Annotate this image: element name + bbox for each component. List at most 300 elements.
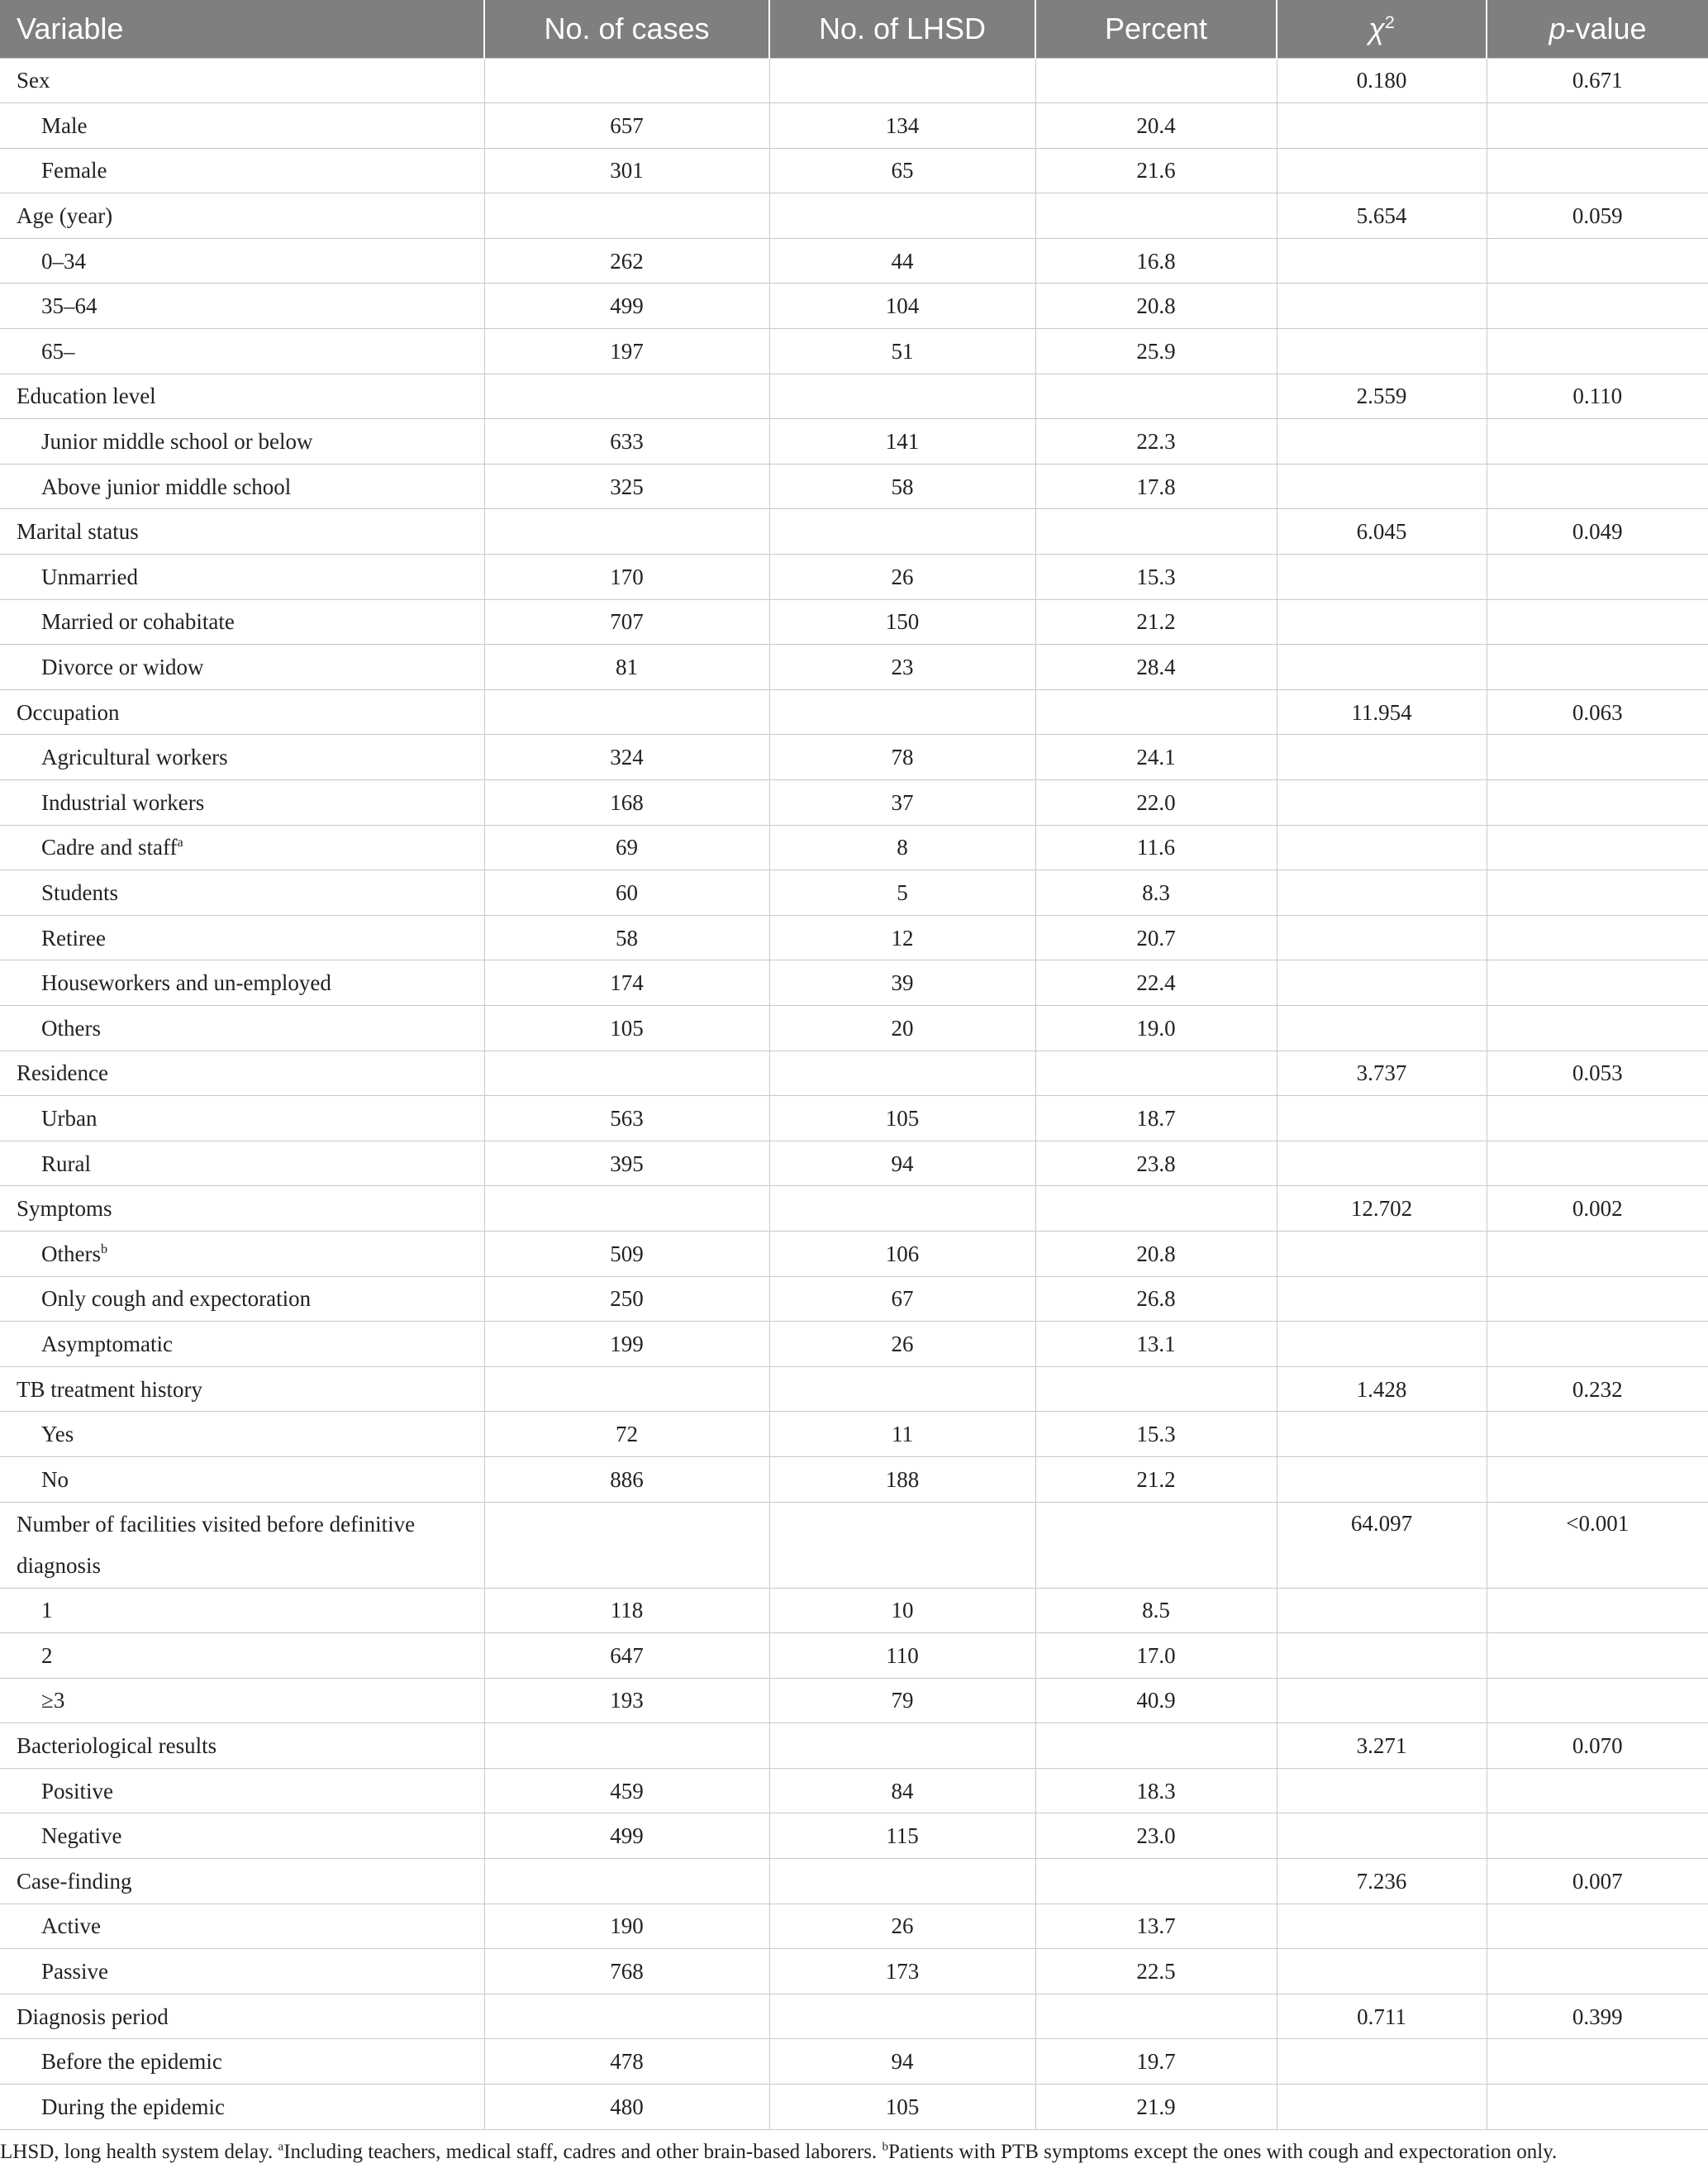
variable-label: Others	[41, 1015, 101, 1041]
cell-percent: 21.9	[1035, 2085, 1277, 2130]
variable-label: Yes	[41, 1422, 74, 1447]
cell-percent: 8.5	[1035, 1588, 1277, 1633]
cell-chi-square	[1277, 1678, 1487, 1723]
cell-cases: 509	[484, 1231, 769, 1276]
table-group-row	[0, 689, 1708, 735]
cell-percent: 15.3	[1035, 555, 1277, 600]
variable-label: 0–34	[41, 248, 86, 274]
table-row	[0, 1633, 1708, 1679]
variable-label: Passive	[41, 1959, 108, 1985]
cell-variable	[0, 1633, 484, 1679]
cell-chi-square	[1277, 1949, 1487, 1994]
table-group-row	[0, 1502, 1708, 1588]
cell-variable	[0, 284, 484, 329]
cell-p-value	[1487, 2039, 1708, 2085]
cell-p-value	[1487, 735, 1708, 780]
variable-label: Rural	[41, 1151, 91, 1176]
table-row	[0, 1141, 1708, 1186]
table-row	[0, 960, 1708, 1006]
cell-cases: 262	[484, 238, 769, 284]
header-row	[0, 0, 1708, 58]
cell-p-value	[1487, 555, 1708, 600]
cell-lhsd: 84	[769, 1768, 1035, 1813]
cell-cases: 301	[484, 148, 769, 193]
cell-p-value	[1487, 1096, 1708, 1141]
variable-label: Symptoms	[17, 1196, 112, 1222]
footnote-marker-b: b	[882, 2140, 888, 2154]
cell-percent	[1035, 1502, 1277, 1588]
cell-cases: 168	[484, 780, 769, 826]
variable-label: Others	[41, 1241, 101, 1266]
cell-cases: 480	[484, 2085, 769, 2130]
cell-percent: 22.0	[1035, 780, 1277, 826]
cell-chi-square	[1277, 1096, 1487, 1141]
variable-label: Industrial workers	[41, 789, 205, 815]
table-row	[0, 1588, 1708, 1633]
footnote-abbreviation: LHSD, long health system delay.	[0, 2141, 278, 2163]
cell-variable	[0, 1949, 484, 1994]
cell-percent: 23.0	[1035, 1813, 1277, 1859]
chi-symbol: χ	[1368, 11, 1385, 45]
table-row	[0, 1412, 1708, 1457]
cell-variable	[0, 1231, 484, 1276]
cell-percent: 22.5	[1035, 1949, 1277, 1994]
cell-p-value	[1487, 1141, 1708, 1186]
cell-p-value	[1487, 645, 1708, 690]
cell-lhsd: 20	[769, 1005, 1035, 1051]
cell-chi-square	[1277, 645, 1487, 690]
cell-chi-square	[1277, 1276, 1487, 1322]
cell-cases	[484, 509, 769, 555]
variable-label: During the epidemic	[41, 2094, 225, 2119]
cell-variable	[0, 509, 484, 555]
cell-lhsd: 110	[769, 1633, 1035, 1679]
cell-chi-square	[1277, 464, 1487, 509]
cell-lhsd	[769, 1723, 1035, 1769]
cell-p-value	[1487, 915, 1708, 960]
cell-cases: 325	[484, 464, 769, 509]
cell-variable	[0, 825, 484, 870]
table-row	[0, 1949, 1708, 1994]
cell-chi-square	[1277, 148, 1487, 193]
table-group-row	[0, 1051, 1708, 1096]
cell-percent	[1035, 1186, 1277, 1232]
cell-chi-square: 1.428	[1277, 1366, 1487, 1412]
variable-label: Divorce or widow	[41, 655, 204, 680]
cell-lhsd: 104	[769, 284, 1035, 329]
cell-cases	[484, 1051, 769, 1096]
cell-p-value	[1487, 1813, 1708, 1859]
cell-variable	[0, 58, 484, 103]
cell-chi-square: 2.559	[1277, 374, 1487, 419]
cell-lhsd: 105	[769, 2085, 1035, 2130]
variable-label: Positive	[41, 1778, 114, 1803]
cell-chi-square	[1277, 1322, 1487, 1367]
cell-lhsd: 11	[769, 1412, 1035, 1457]
cell-chi-square	[1277, 1456, 1487, 1502]
cell-p-value	[1487, 238, 1708, 284]
cell-variable	[0, 1456, 484, 1502]
cell-lhsd: 23	[769, 645, 1035, 690]
cell-variable	[0, 1366, 484, 1412]
cell-percent	[1035, 509, 1277, 555]
cell-variable	[0, 1994, 484, 2039]
cell-cases: 81	[484, 645, 769, 690]
cell-chi-square: 3.737	[1277, 1051, 1487, 1096]
table-row	[0, 780, 1708, 826]
cell-variable	[0, 1588, 484, 1633]
cell-percent: 11.6	[1035, 825, 1277, 870]
cell-lhsd: 173	[769, 1949, 1035, 1994]
cell-percent	[1035, 374, 1277, 419]
cell-chi-square	[1277, 419, 1487, 465]
cell-lhsd	[769, 509, 1035, 555]
table-footnote	[0, 2141, 1708, 2164]
table-group-row	[0, 509, 1708, 555]
cell-percent: 16.8	[1035, 238, 1277, 284]
cell-cases: 58	[484, 915, 769, 960]
cell-variable	[0, 1186, 484, 1232]
variable-label: Male	[41, 112, 88, 138]
cell-percent: 17.8	[1035, 464, 1277, 509]
cell-lhsd: 134	[769, 103, 1035, 149]
cell-lhsd: 65	[769, 148, 1035, 193]
cell-cases: 395	[484, 1141, 769, 1186]
cell-chi-square	[1277, 284, 1487, 329]
cell-chi-square: 6.045	[1277, 509, 1487, 555]
cell-percent: 28.4	[1035, 645, 1277, 690]
cell-p-value: 0.007	[1487, 1859, 1708, 1904]
cell-lhsd: 106	[769, 1231, 1035, 1276]
variable-label: Retiree	[41, 925, 106, 951]
cell-cases: 72	[484, 1412, 769, 1457]
cell-cases: 657	[484, 103, 769, 149]
table-header	[0, 0, 1708, 58]
cell-p-value	[1487, 329, 1708, 374]
cell-percent: 17.0	[1035, 1633, 1277, 1679]
cell-variable	[0, 238, 484, 284]
variable-label: Sex	[17, 68, 50, 93]
cell-variable	[0, 1141, 484, 1186]
cell-lhsd: 141	[769, 419, 1035, 465]
cell-p-value: 0.063	[1487, 689, 1708, 735]
cell-lhsd: 67	[769, 1276, 1035, 1322]
cell-p-value: 0.002	[1487, 1186, 1708, 1232]
variable-label: Cadre and staff	[41, 835, 178, 860]
cell-p-value	[1487, 1005, 1708, 1051]
cell-variable	[0, 1322, 484, 1367]
cell-variable	[0, 870, 484, 916]
cell-chi-square	[1277, 1768, 1487, 1813]
cell-lhsd: 115	[769, 1813, 1035, 1859]
cell-percent	[1035, 1859, 1277, 1904]
table-row	[0, 464, 1708, 509]
cell-variable	[0, 1813, 484, 1859]
table-row	[0, 825, 1708, 870]
cell-percent: 19.0	[1035, 1005, 1277, 1051]
cell-p-value	[1487, 284, 1708, 329]
cell-p-value: 0.232	[1487, 1366, 1708, 1412]
cell-chi-square	[1277, 1588, 1487, 1633]
table-group-row	[0, 1723, 1708, 1769]
cell-cases: 170	[484, 555, 769, 600]
cell-cases	[484, 193, 769, 239]
variable-label: Married or cohabitate	[41, 609, 235, 635]
variable-label: Marital status	[17, 519, 139, 545]
table-row	[0, 238, 1708, 284]
cell-variable	[0, 1723, 484, 1769]
cell-chi-square	[1277, 1813, 1487, 1859]
cell-lhsd	[769, 193, 1035, 239]
cell-p-value	[1487, 464, 1708, 509]
cell-percent: 15.3	[1035, 1412, 1277, 1457]
variable-label: TB treatment history	[17, 1376, 202, 1402]
header-lhsd: No. of LHSD	[769, 0, 1035, 58]
cell-p-value: 0.671	[1487, 58, 1708, 103]
cell-p-value: 0.059	[1487, 193, 1708, 239]
cell-chi-square	[1277, 1904, 1487, 1949]
cell-percent: 8.3	[1035, 870, 1277, 916]
table-row	[0, 1904, 1708, 1949]
cell-chi-square	[1277, 870, 1487, 916]
table-row	[0, 284, 1708, 329]
table-group-row	[0, 1366, 1708, 1412]
cell-chi-square	[1277, 915, 1487, 960]
variable-label: Residence	[17, 1060, 108, 1086]
cell-cases: 118	[484, 1588, 769, 1633]
cell-variable	[0, 1096, 484, 1141]
cell-chi-square	[1277, 238, 1487, 284]
cell-variable	[0, 689, 484, 735]
cell-p-value	[1487, 1412, 1708, 1457]
cell-percent: 22.3	[1035, 419, 1277, 465]
chi-superscript: 2	[1384, 11, 1395, 32]
cell-variable	[0, 599, 484, 645]
cell-lhsd	[769, 374, 1035, 419]
variable-label: Bacteriological results	[17, 1733, 217, 1759]
cell-cases: 197	[484, 329, 769, 374]
variable-label: Female	[41, 158, 107, 183]
cell-p-value: 0.049	[1487, 509, 1708, 555]
cell-lhsd: 58	[769, 464, 1035, 509]
cell-percent: 18.3	[1035, 1768, 1277, 1813]
cell-variable	[0, 1502, 484, 1588]
cell-p-value	[1487, 1949, 1708, 1994]
cell-chi-square	[1277, 555, 1487, 600]
cell-chi-square	[1277, 2039, 1487, 2085]
cell-lhsd: 12	[769, 915, 1035, 960]
cell-chi-square	[1277, 1412, 1487, 1457]
cell-lhsd	[769, 1994, 1035, 2039]
cell-lhsd	[769, 1502, 1035, 1588]
header-variable: Variable	[0, 0, 484, 58]
cell-lhsd	[769, 1366, 1035, 1412]
cell-percent: 21.2	[1035, 599, 1277, 645]
variable-label: Negative	[41, 1823, 122, 1849]
cell-variable	[0, 1768, 484, 1813]
cell-variable	[0, 1859, 484, 1904]
variable-label: 1	[41, 1598, 53, 1623]
table-row	[0, 1322, 1708, 1367]
cell-percent: 26.8	[1035, 1276, 1277, 1322]
cell-percent: 18.7	[1035, 1096, 1277, 1141]
cell-lhsd: 39	[769, 960, 1035, 1006]
cell-cases: 459	[484, 1768, 769, 1813]
cell-cases: 174	[484, 960, 769, 1006]
cell-variable	[0, 555, 484, 600]
variable-label: Number of facilities visited before definitive diagnosis	[17, 1512, 416, 1578]
cell-percent	[1035, 58, 1277, 103]
variable-label: Junior middle school or below	[41, 429, 313, 455]
cell-chi-square: 0.711	[1277, 1994, 1487, 2039]
cell-lhsd: 26	[769, 1322, 1035, 1367]
cell-lhsd: 37	[769, 780, 1035, 826]
cell-variable	[0, 464, 484, 509]
cell-variable	[0, 1412, 484, 1457]
table-group-row	[0, 193, 1708, 239]
table-row	[0, 555, 1708, 600]
cell-percent: 13.7	[1035, 1904, 1277, 1949]
cell-variable	[0, 735, 484, 780]
cell-cases: 324	[484, 735, 769, 780]
cell-percent: 21.2	[1035, 1456, 1277, 1502]
table-row	[0, 1678, 1708, 1723]
table-group-row	[0, 374, 1708, 419]
cell-p-value	[1487, 599, 1708, 645]
cell-variable	[0, 1005, 484, 1051]
cell-p-value	[1487, 1904, 1708, 1949]
cell-p-value: <0.001	[1487, 1502, 1708, 1588]
variable-label: Students	[41, 879, 119, 905]
cell-lhsd: 51	[769, 329, 1035, 374]
cell-chi-square	[1277, 735, 1487, 780]
footnote-marker: b	[100, 1241, 108, 1256]
cell-variable	[0, 645, 484, 690]
cell-cases	[484, 1366, 769, 1412]
table-row	[0, 1231, 1708, 1276]
header-cases: No. of cases	[484, 0, 769, 58]
cell-chi-square: 3.271	[1277, 1723, 1487, 1769]
cell-p-value	[1487, 1633, 1708, 1679]
cell-variable	[0, 2085, 484, 2130]
cell-cases	[484, 689, 769, 735]
cell-p-value: 0.053	[1487, 1051, 1708, 1096]
cell-percent: 21.6	[1035, 148, 1277, 193]
variable-label: Before the epidemic	[41, 2049, 222, 2075]
variable-label: Unmarried	[41, 564, 138, 589]
table-row	[0, 645, 1708, 690]
table-group-row	[0, 1994, 1708, 2039]
cell-cases: 190	[484, 1904, 769, 1949]
cell-lhsd: 5	[769, 870, 1035, 916]
cell-percent: 13.1	[1035, 1322, 1277, 1367]
cell-cases: 633	[484, 419, 769, 465]
cell-percent	[1035, 1051, 1277, 1096]
cell-chi-square: 7.236	[1277, 1859, 1487, 1904]
cell-cases: 563	[484, 1096, 769, 1141]
cell-p-value	[1487, 870, 1708, 916]
cell-p-value	[1487, 419, 1708, 465]
cell-p-value	[1487, 103, 1708, 149]
cell-variable	[0, 1904, 484, 1949]
cell-lhsd: 44	[769, 238, 1035, 284]
cell-p-value	[1487, 960, 1708, 1006]
cell-cases: 499	[484, 284, 769, 329]
cell-chi-square: 64.097	[1277, 1502, 1487, 1588]
p-letter: p	[1549, 11, 1566, 45]
cell-percent	[1035, 1994, 1277, 2039]
cell-lhsd: 94	[769, 2039, 1035, 2085]
cell-percent: 40.9	[1035, 1678, 1277, 1723]
cell-percent: 22.4	[1035, 960, 1277, 1006]
cell-lhsd: 150	[769, 599, 1035, 645]
cell-chi-square: 5.654	[1277, 193, 1487, 239]
table-row	[0, 1456, 1708, 1502]
cell-variable	[0, 780, 484, 826]
cell-variable	[0, 419, 484, 465]
table-group-row	[0, 58, 1708, 103]
footnote-marker-a: a	[278, 2140, 284, 2154]
footnote-marker: a	[177, 835, 183, 851]
cell-cases: 499	[484, 1813, 769, 1859]
table-group-row	[0, 1859, 1708, 1904]
variable-label: 65–	[41, 338, 75, 364]
cell-p-value	[1487, 1231, 1708, 1276]
cell-p-value	[1487, 1456, 1708, 1502]
cell-cases: 886	[484, 1456, 769, 1502]
cell-percent	[1035, 193, 1277, 239]
cell-cases	[484, 1994, 769, 2039]
cell-cases: 60	[484, 870, 769, 916]
variable-label: Above junior middle school	[41, 474, 292, 499]
cell-percent: 24.1	[1035, 735, 1277, 780]
cell-chi-square	[1277, 1005, 1487, 1051]
cell-p-value	[1487, 148, 1708, 193]
cell-chi-square: 0.180	[1277, 58, 1487, 103]
cell-lhsd	[769, 1186, 1035, 1232]
cell-lhsd	[769, 1051, 1035, 1096]
cell-chi-square	[1277, 103, 1487, 149]
cell-cases	[484, 1502, 769, 1588]
cell-chi-square	[1277, 825, 1487, 870]
cell-variable	[0, 1051, 484, 1096]
variable-label: Urban	[41, 1105, 98, 1131]
cell-lhsd: 8	[769, 825, 1035, 870]
cell-variable	[0, 1678, 484, 1723]
cell-cases: 768	[484, 1949, 769, 1994]
cell-lhsd: 10	[769, 1588, 1035, 1633]
table-row	[0, 329, 1708, 374]
cell-variable	[0, 374, 484, 419]
cell-cases: 105	[484, 1005, 769, 1051]
table-row	[0, 599, 1708, 645]
cell-chi-square	[1277, 780, 1487, 826]
cell-chi-square: 12.702	[1277, 1186, 1487, 1232]
table-row	[0, 915, 1708, 960]
cell-chi-square	[1277, 1141, 1487, 1186]
variable-label: ≥3	[41, 1688, 65, 1713]
cell-percent: 25.9	[1035, 329, 1277, 374]
table-group-row	[0, 1186, 1708, 1232]
variable-label: 2	[41, 1642, 53, 1668]
cell-p-value: 0.399	[1487, 1994, 1708, 2039]
cell-variable	[0, 193, 484, 239]
cell-percent: 20.8	[1035, 284, 1277, 329]
cell-percent	[1035, 1723, 1277, 1769]
variable-label: Case-finding	[17, 1868, 132, 1894]
variable-label: Asymptomatic	[41, 1331, 173, 1356]
cell-lhsd	[769, 689, 1035, 735]
